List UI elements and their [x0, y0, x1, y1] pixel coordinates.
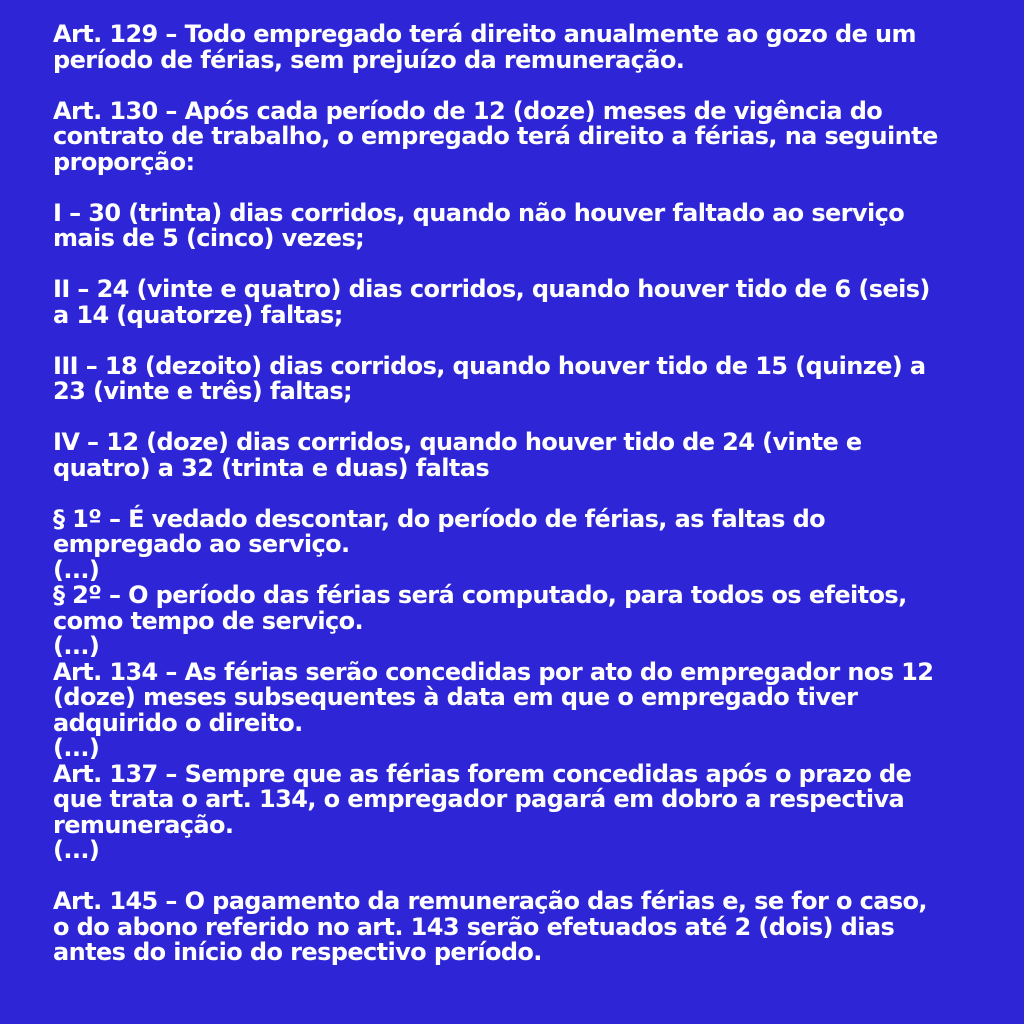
paragraph-4 [53, 351, 984, 405]
text-line: como tempo de serviço. [53, 606, 364, 635]
paragraph-9 [53, 759, 984, 864]
text-line: mais de 5 (cinco) vezes; [53, 224, 365, 252]
paragraph-5 [53, 430, 984, 481]
paragraph-10 [53, 889, 984, 966]
text-line: Art. 145 – O pagamento da remuneração das férias e, se for o caso, [53, 887, 927, 915]
paragraph-8 [53, 657, 984, 762]
text-line: a 14 (quatorze) faltas; [53, 300, 343, 329]
text-line: § 2º – O período das férias será computado, para todos os efeitos, [53, 581, 907, 609]
paragraph-7 [53, 583, 984, 660]
paragraph-spacer [53, 405, 984, 431]
text-line: § 1º – É vedado descontar, do período de férias, as faltas do [53, 504, 826, 533]
paragraph-6 [53, 504, 984, 584]
paragraph-spacer [53, 252, 984, 278]
text-line: 23 (vinte e três) faltas; [53, 377, 353, 405]
text-line: (...) [53, 632, 100, 660]
text-line: (...) [53, 555, 100, 584]
paragraph-spacer [53, 481, 984, 507]
text-line: que trata o art. 134, o empregador pagará em dobro a respectiva [53, 785, 905, 813]
text-line: período de férias, sem prejuízo da remuneração. [53, 45, 685, 74]
paragraph-spacer [53, 175, 984, 201]
paragraph-1 [53, 96, 984, 176]
text-line: Art. 134 – As férias serão concedidas por ato do empregador nos 12 [53, 657, 934, 686]
text-line: empregado ao serviço. [53, 530, 350, 558]
paragraph-spacer [53, 864, 984, 890]
text-line: contrato de trabalho, o empregado terá direito a férias, na seguinte [53, 122, 938, 150]
paragraph-2 [53, 198, 984, 252]
text-line: (...) [53, 734, 100, 762]
text-line: (doze) meses subsequentes à data em que o empregado tiver [53, 683, 858, 711]
text-line: quatro) a 32 (trinta e duas) faltas [53, 453, 490, 482]
paragraph-0 [53, 22, 984, 73]
text-line: adquirido o direito. [53, 708, 303, 737]
text-line: proporção: [53, 147, 195, 176]
text-line: Art. 137 – Sempre que as férias forem concedidas após o prazo de [53, 759, 912, 788]
paragraph-spacer [53, 328, 984, 354]
text-line: Art. 130 – Após cada período de 12 (doze) meses de vigência do [53, 96, 883, 125]
text-line: IV – 12 (doze) dias corridos, quando houver tido de 24 (vinte e [53, 428, 862, 456]
text-line: II – 24 (vinte e quatro) dias corridos, quando houver tido de 6 (seis) [53, 275, 930, 303]
text-line: o do abono referido no art. 143 serão efetuados até 2 (dois) dias [53, 912, 895, 941]
text-line: I – 30 (trinta) dias corridos, quando não houver faltado ao serviço [53, 198, 905, 227]
text-line: (...) [53, 836, 100, 864]
paragraph-3 [53, 277, 984, 328]
text-line: Art. 129 – Todo empregado terá direito anualmente ao gozo de um [53, 20, 916, 48]
paragraph-spacer [53, 73, 984, 99]
document-body [53, 22, 984, 966]
text-line: III – 18 (dezoito) dias corridos, quando houver tido de 15 (quinze) a [53, 351, 926, 380]
text-line: antes do início do respectivo período. [53, 938, 542, 966]
text-line: remuneração. [53, 810, 234, 839]
